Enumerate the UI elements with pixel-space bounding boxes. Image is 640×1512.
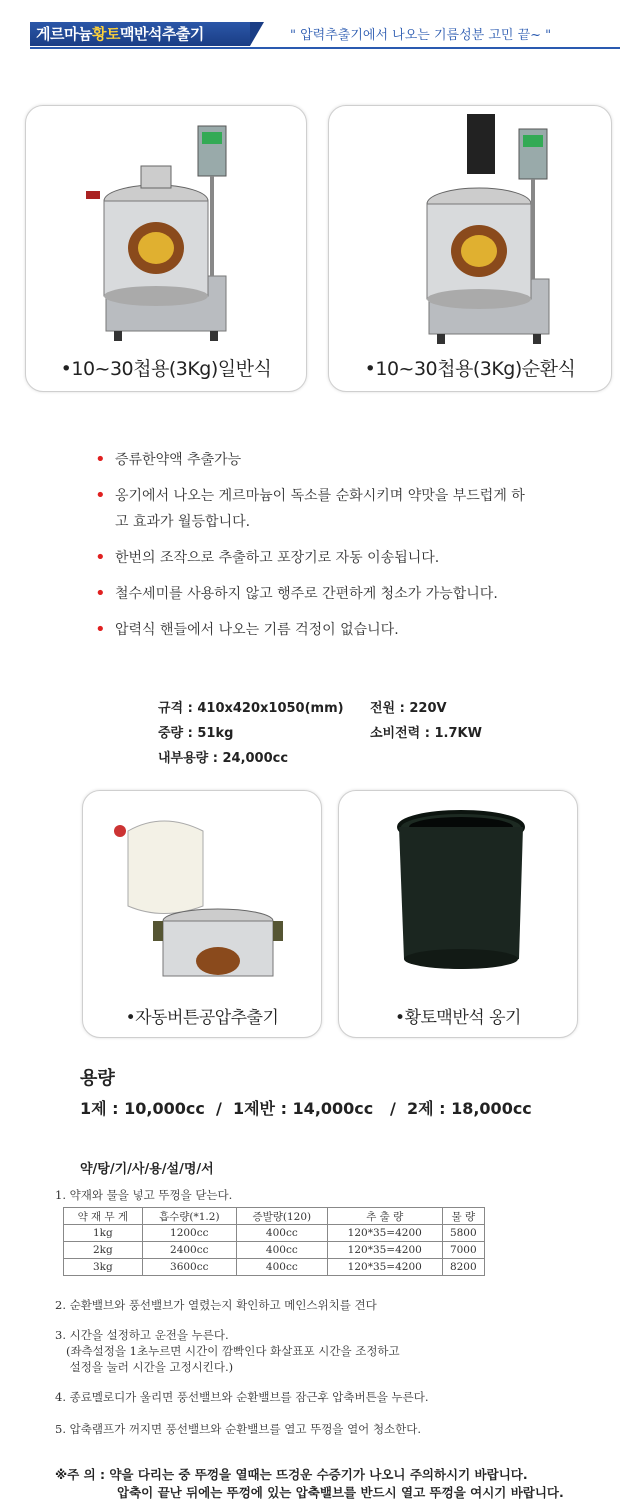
table-cell: 2kg bbox=[64, 1242, 143, 1259]
table-cell: 7000 bbox=[442, 1242, 484, 1259]
table-header: 추 출 량 bbox=[327, 1208, 442, 1225]
capacity-title: 용량 bbox=[80, 1068, 115, 1089]
manual-title: 약/탕/기/사/용/설/명/서 bbox=[80, 1162, 214, 1177]
auto-button-extractor-image bbox=[108, 811, 288, 986]
manual-step-5: 5. 압축램프가 꺼지면 풍선밸브와 순환밸브를 열고 뚜껑을 열어 청소한다. bbox=[55, 1422, 422, 1436]
table-cell: 1kg bbox=[64, 1225, 143, 1242]
table-cell: 3600cc bbox=[142, 1259, 236, 1276]
capacity-line: 1제 : 10,000cc / 1제반 : 14,000cc / 2제 : 18,000cc bbox=[80, 1099, 532, 1118]
table-header-row bbox=[64, 1208, 485, 1225]
product-card-circulation bbox=[328, 105, 612, 392]
spec-weight: 중량 : 51kg bbox=[158, 726, 234, 741]
warning-line: 압축이 끝난 뒤에는 뚜껑에 있는 압축밸브를 반드시 열고 뚜껑을 여시기 바랍니다. bbox=[117, 1485, 564, 1500]
spec-power: 전원 : 220V bbox=[370, 701, 447, 716]
product-caption: •황토맥반석 옹기 bbox=[395, 1008, 521, 1028]
spec-capacity: 내부용량 : 24,000cc bbox=[158, 751, 289, 766]
table-cell: 8200 bbox=[442, 1259, 484, 1276]
table-cell: 120*35=4200 bbox=[327, 1242, 442, 1259]
spec-size: 규격 : 410x420x1050(mm) bbox=[158, 701, 344, 716]
manual-step-1: 1. 약재와 물을 넣고 뚜껑을 닫는다. bbox=[55, 1188, 233, 1202]
table-cell: 2400cc bbox=[142, 1242, 236, 1259]
feature-list bbox=[95, 447, 615, 653]
manual-step-2: 2. 순환밸브와 풍선밸브가 열렸는지 확인하고 메인스위치를 견다 bbox=[55, 1298, 377, 1312]
manual-step-3-note: (좌측설정을 1초누르면 시간이 깜빡인다 화살표포 시간을 조정하고 bbox=[55, 1344, 400, 1358]
slogan: " 압력추출기에서 나오는 기름성분 고민 끝~ " bbox=[290, 28, 552, 43]
product-caption: •10~30첩용(3Kg)일반식 bbox=[60, 358, 272, 380]
product-card-standard bbox=[25, 105, 307, 392]
table-cell: 120*35=4200 bbox=[327, 1225, 442, 1242]
manual-step-3: 3. 시간을 설정하고 운전을 누른다. bbox=[55, 1328, 229, 1342]
feature-item: • 증류한약액 추출가능 bbox=[95, 447, 615, 473]
onggi-pot-image bbox=[394, 809, 529, 974]
table-row bbox=[64, 1259, 485, 1276]
extractor-circulation-image bbox=[399, 114, 579, 346]
extraction-table bbox=[63, 1207, 485, 1276]
table-cell: 400cc bbox=[236, 1225, 327, 1242]
table-cell: 400cc bbox=[236, 1242, 327, 1259]
table-cell: 400cc bbox=[236, 1259, 327, 1276]
product-card-onggi bbox=[338, 790, 578, 1038]
table-header: 물 량 bbox=[442, 1208, 484, 1225]
feature-item: • 철수세미를 사용하지 않고 행주로 간편하게 청소가 가능합니다. bbox=[95, 581, 615, 607]
table-cell: 120*35=4200 bbox=[327, 1259, 442, 1276]
table-row bbox=[64, 1225, 485, 1242]
product-caption: •10~30첩용(3Kg)순환식 bbox=[364, 358, 576, 380]
table-header: 증발량(120) bbox=[236, 1208, 327, 1225]
spec-consumption: 소비전력 : 1.7KW bbox=[370, 726, 482, 741]
feature-item: • 압력식 핸들에서 나오는 기름 걱정이 없습니다. bbox=[95, 617, 615, 643]
warning-line: ※주 의 : 약을 다리는 중 뚜껑을 열때는 뜨겅운 수증기가 나오니 주의하시기 바랍니다. bbox=[55, 1467, 528, 1482]
feature-item: • 한번의 조작으로 추출하고 포장기로 자동 이송됩니다. bbox=[95, 545, 615, 571]
table-header: 약 재 무 게 bbox=[64, 1208, 143, 1225]
page-title: 게르마늄황토맥반석추출기 bbox=[30, 22, 250, 46]
table-cell: 5800 bbox=[442, 1225, 484, 1242]
header-divider bbox=[30, 47, 620, 49]
table-row bbox=[64, 1242, 485, 1259]
product-caption: •자동버튼공압추출기 bbox=[125, 1008, 279, 1028]
warning-note bbox=[55, 1465, 564, 1500]
table-cell: 1200cc bbox=[142, 1225, 236, 1242]
feature-item: • 옹기에서 나오는 게르마늄이 독소를 순화시키며 약맛을 부드럽게 하고 효과가 월등합니다. bbox=[95, 483, 525, 535]
page-header bbox=[30, 22, 620, 50]
extractor-standard-image bbox=[86, 116, 256, 346]
product-card-auto-button bbox=[82, 790, 322, 1038]
table-header: 흡수량(*1.2) bbox=[142, 1208, 236, 1225]
manual-step-3-note: 설정을 눌러 시간을 고정시킨다.) bbox=[55, 1360, 234, 1374]
table-cell: 3kg bbox=[64, 1259, 143, 1276]
manual-step-4: 4. 종료멜로디가 울리면 풍선밸브와 순환밸브를 잠근후 압축버튼을 누른다. bbox=[55, 1390, 429, 1404]
